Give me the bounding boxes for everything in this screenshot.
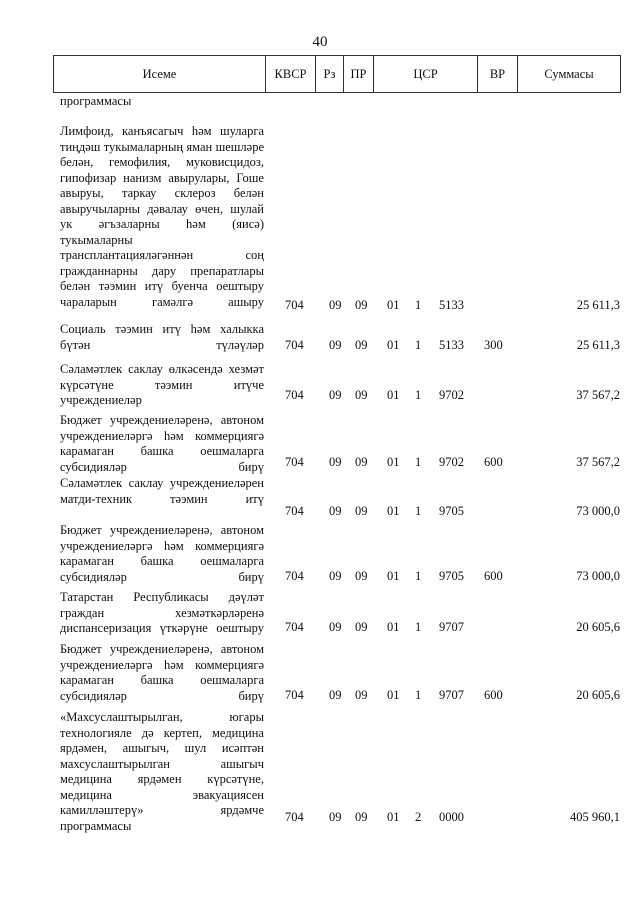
row-pr: 09 <box>355 688 368 702</box>
row-csr-3: 5133 <box>439 338 464 352</box>
row-kvsr: 704 <box>285 688 304 702</box>
row-pr: 09 <box>355 569 368 583</box>
row-rz: 09 <box>329 504 342 518</box>
row-csr-1: 01 <box>387 455 400 469</box>
row-name: Сәламәтлек саклау өлкәсендә хезмәт күрсәтүне тәэмин итүче учреждениеләр <box>60 362 264 407</box>
row-kvsr: 704 <box>285 455 304 469</box>
row-csr-2: 1 <box>415 455 422 469</box>
row-csr-1: 01 <box>387 504 400 518</box>
row-csr-3: 9705 <box>439 569 464 583</box>
row-name: Бюджет учреждениеләренә, автоном учреждениеләргә һәм коммерциягә карамаган башка оешмаларга субсидияләр бирү <box>60 642 264 703</box>
row-sum: 25 611,3 <box>576 298 620 312</box>
row-sum: 37 567,2 <box>576 455 620 469</box>
row-sum: 20 605,6 <box>576 620 620 634</box>
row-csr-2: 1 <box>415 298 422 312</box>
header-kvsr: КВСР <box>266 56 316 93</box>
row-csr-2: 2 <box>415 810 422 824</box>
row-name: «Махсуслаштырылган, югары технологияле дә кертеп, медицина ярдәмен, ашыгыч, шул исәптән махсуслаштырылган ашыгыч медицина ярдәмен күрсәтүне, медицина эвакуациясен камилләштерү» ярдәмче программасы <box>60 710 264 833</box>
row-rz: 09 <box>329 388 342 402</box>
row-csr-3: 9702 <box>439 388 464 402</box>
header-pr: ПР <box>344 56 374 93</box>
row-sum: 25 611,3 <box>576 338 620 352</box>
row-csr-2: 1 <box>415 388 422 402</box>
row-kvsr: 704 <box>285 620 304 634</box>
row-name: Татарстан Республикасы дәүләт граждан хезмәткәрләренә диспансеризация үткәрүне оештыру <box>60 590 264 635</box>
row-rz: 09 <box>329 338 342 352</box>
row-name: программасы <box>60 94 132 108</box>
row-vr: 300 <box>484 338 503 352</box>
row-sum: 405 960,1 <box>570 810 620 824</box>
row-pr: 09 <box>355 620 368 634</box>
row-sum: 37 567,2 <box>576 388 620 402</box>
row-pr: 09 <box>355 504 368 518</box>
row-name: Бюджет учреждениеләренә, автоном учреждениеләргә һәм коммерциягә карамаган башка оешмаларга субсидияләр бирү <box>60 523 264 584</box>
row-kvsr: 704 <box>285 388 304 402</box>
row-pr: 09 <box>355 338 368 352</box>
row-csr-1: 01 <box>387 620 400 634</box>
row-rz: 09 <box>329 810 342 824</box>
row-csr-2: 1 <box>415 338 422 352</box>
row-csr-3: 9705 <box>439 504 464 518</box>
row-csr-3: 9707 <box>439 688 464 702</box>
row-csr-1: 01 <box>387 298 400 312</box>
row-rz: 09 <box>329 620 342 634</box>
row-vr: 600 <box>484 569 503 583</box>
row-csr-2: 1 <box>415 504 422 518</box>
row-csr-1: 01 <box>387 338 400 352</box>
row-csr-3: 9702 <box>439 455 464 469</box>
row-kvsr: 704 <box>285 298 304 312</box>
row-vr: 600 <box>484 688 503 702</box>
row-csr-3: 9707 <box>439 620 464 634</box>
header-name: Исеме <box>54 56 266 93</box>
row-name: Лимфоид, канъясагыч һәм шуларга тиңдәш тукымаларның яман шешләре белән, гемофилия, муковисцидоз, гипофизар нанизм авырулары, Гоше авыруы, таркау склероз белән авыручыларны дәвалау өчен, шулай ук әгъзаларны һәм (яисә) тукымаларны трансплантацияләгәннән соң гражданнарны дару препаратлары белән тәэмин итү буенча оештыру чараларын гамәлгә ашыру <box>60 124 264 309</box>
row-csr-3: 5133 <box>439 298 464 312</box>
row-kvsr: 704 <box>285 504 304 518</box>
row-kvsr: 704 <box>285 569 304 583</box>
row-pr: 09 <box>355 455 368 469</box>
row-rz: 09 <box>329 455 342 469</box>
row-csr-1: 01 <box>387 388 400 402</box>
row-rz: 09 <box>329 569 342 583</box>
row-csr-3: 0000 <box>439 810 464 824</box>
row-csr-1: 01 <box>387 688 400 702</box>
row-sum: 20 605,6 <box>576 688 620 702</box>
row-pr: 09 <box>355 298 368 312</box>
row-pr: 09 <box>355 810 368 824</box>
row-csr-2: 1 <box>415 688 422 702</box>
row-csr-2: 1 <box>415 620 422 634</box>
row-name: Социаль тәэмин итү һәм халыкка бүтән түләүләр <box>60 322 264 352</box>
row-rz: 09 <box>329 298 342 312</box>
row-vr: 600 <box>484 455 503 469</box>
row-sum: 73 000,0 <box>576 504 620 518</box>
row-csr-1: 01 <box>387 569 400 583</box>
header-csr: ЦСР <box>374 56 478 93</box>
header-rz: Рз <box>316 56 344 93</box>
row-kvsr: 704 <box>285 338 304 352</box>
row-name: Бюджет учреждениеләренә, автоном учреждениеләргә һәм коммерциягә карамаган башка оешмаларга субсидияләр бирү <box>60 413 264 474</box>
row-sum: 73 000,0 <box>576 569 620 583</box>
row-kvsr: 704 <box>285 810 304 824</box>
row-rz: 09 <box>329 688 342 702</box>
header-sum: Суммасы <box>518 56 621 93</box>
header-vr: ВР <box>478 56 518 93</box>
page-number: 40 <box>312 34 328 50</box>
row-pr: 09 <box>355 388 368 402</box>
row-name: Сәламәтлек саклау учреждениеләрен матди-техник тәэмин итү <box>60 476 264 506</box>
row-csr-1: 01 <box>387 810 400 824</box>
row-csr-2: 1 <box>415 569 422 583</box>
